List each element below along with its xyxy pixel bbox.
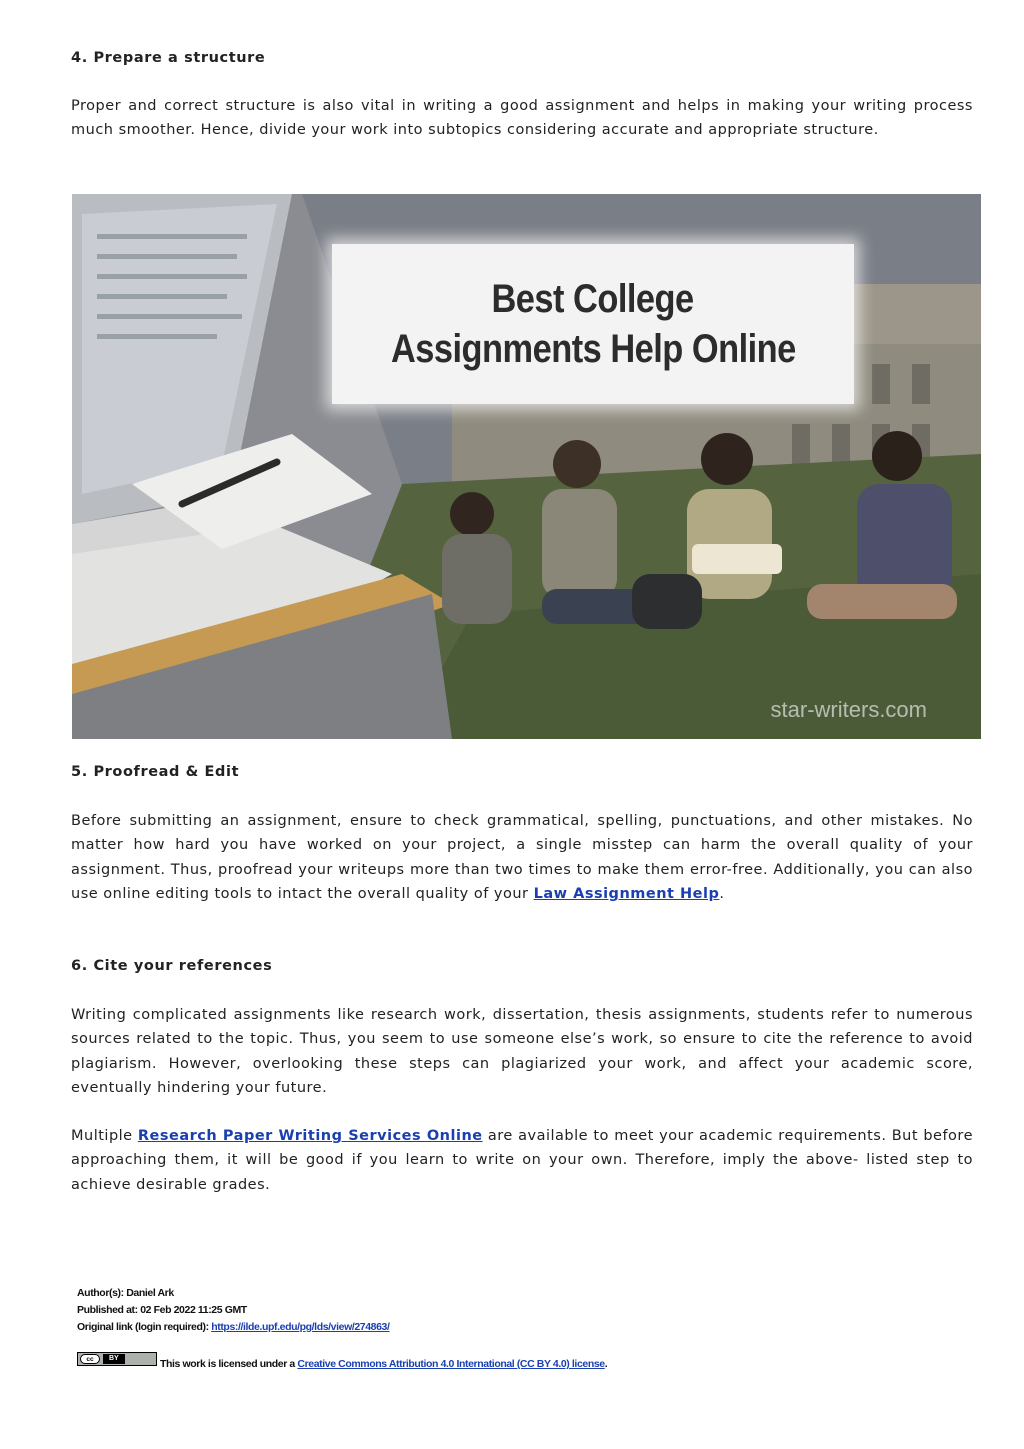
footer-license bbox=[160, 1358, 607, 1370]
section-6-heading: 6. Cite your references bbox=[71, 958, 273, 974]
footer-original-link bbox=[77, 1321, 390, 1333]
closing-paragraph bbox=[71, 1124, 973, 1197]
by-icon: BY bbox=[103, 1354, 125, 1364]
original-link-label: Original link (login required): bbox=[77, 1321, 212, 1333]
hero-title-card bbox=[332, 244, 854, 404]
hero-image bbox=[72, 194, 981, 739]
section-4-heading: 4. Prepare a structure bbox=[71, 50, 266, 66]
license-link[interactable]: Creative Commons Attribution 4.0 International (CC BY 4.0) license bbox=[297, 1358, 605, 1370]
original-link-url[interactable]: https://ilde.upf.edu/pg/lds/view/274863/ bbox=[211, 1321, 390, 1333]
cc-icon: cc bbox=[80, 1354, 100, 1364]
section-5-body bbox=[71, 809, 973, 906]
section-5-heading: 5. Proofread & Edit bbox=[71, 764, 240, 780]
hero-title-line-2: Assignments Help Online bbox=[390, 327, 796, 371]
license-suffix: . bbox=[604, 1358, 608, 1370]
footer-author: Author(s): Daniel Ark bbox=[77, 1287, 174, 1299]
license-prefix: This work is licensed under a bbox=[160, 1358, 298, 1370]
closing-text-end: are available to meet your academic requirements. But before approaching them, it will be good if you learn to write on your own. Therefore, imply the above- listed step to achieve desirable grades. bbox=[71, 1128, 973, 1193]
cc-by-license-badge[interactable] bbox=[77, 1352, 157, 1366]
section-5-body-end: . bbox=[719, 885, 725, 902]
section-5-body-text: Before submitting an assignment, ensure to check grammatical, spelling, punctuations, and other mistakes. No matter how hard you have worked on your project, a single misstep can harm the overall quality of your assignment. Thus, proofread your writeups more than two times to make them error-free. Additionally, you can also use online editing tools to intact the overall quality of your bbox=[71, 813, 973, 902]
section-4-body: Proper and correct structure is also vital in writing a good assignment and helps in making your writing process much smoother. Hence, divide your work into subtopics considering accurate and appropriate structure. bbox=[71, 98, 973, 139]
footer-published: Published at: 02 Feb 2022 11:25 GMT bbox=[77, 1304, 247, 1316]
hero-watermark: star-writers.com bbox=[770, 697, 927, 722]
research-paper-services-link[interactable]: Research Paper Writing Services Online bbox=[137, 1128, 483, 1144]
hero-title-line-1: Best College bbox=[491, 277, 695, 321]
law-assignment-help-link[interactable]: Law Assignment Help bbox=[533, 885, 720, 902]
section-6-body: Writing complicated assignments like research work, dissertation, thesis assignments, students refer to numerous sources related to the topic. Thus, you seem to use someone else’s work, so ensure to cite the reference to avoid plagiarism. However, overlooking these steps can plagiarized your work, and affect your academic score, eventually hindering your future. bbox=[71, 1007, 973, 1096]
closing-text-start: Multiple bbox=[71, 1128, 138, 1144]
